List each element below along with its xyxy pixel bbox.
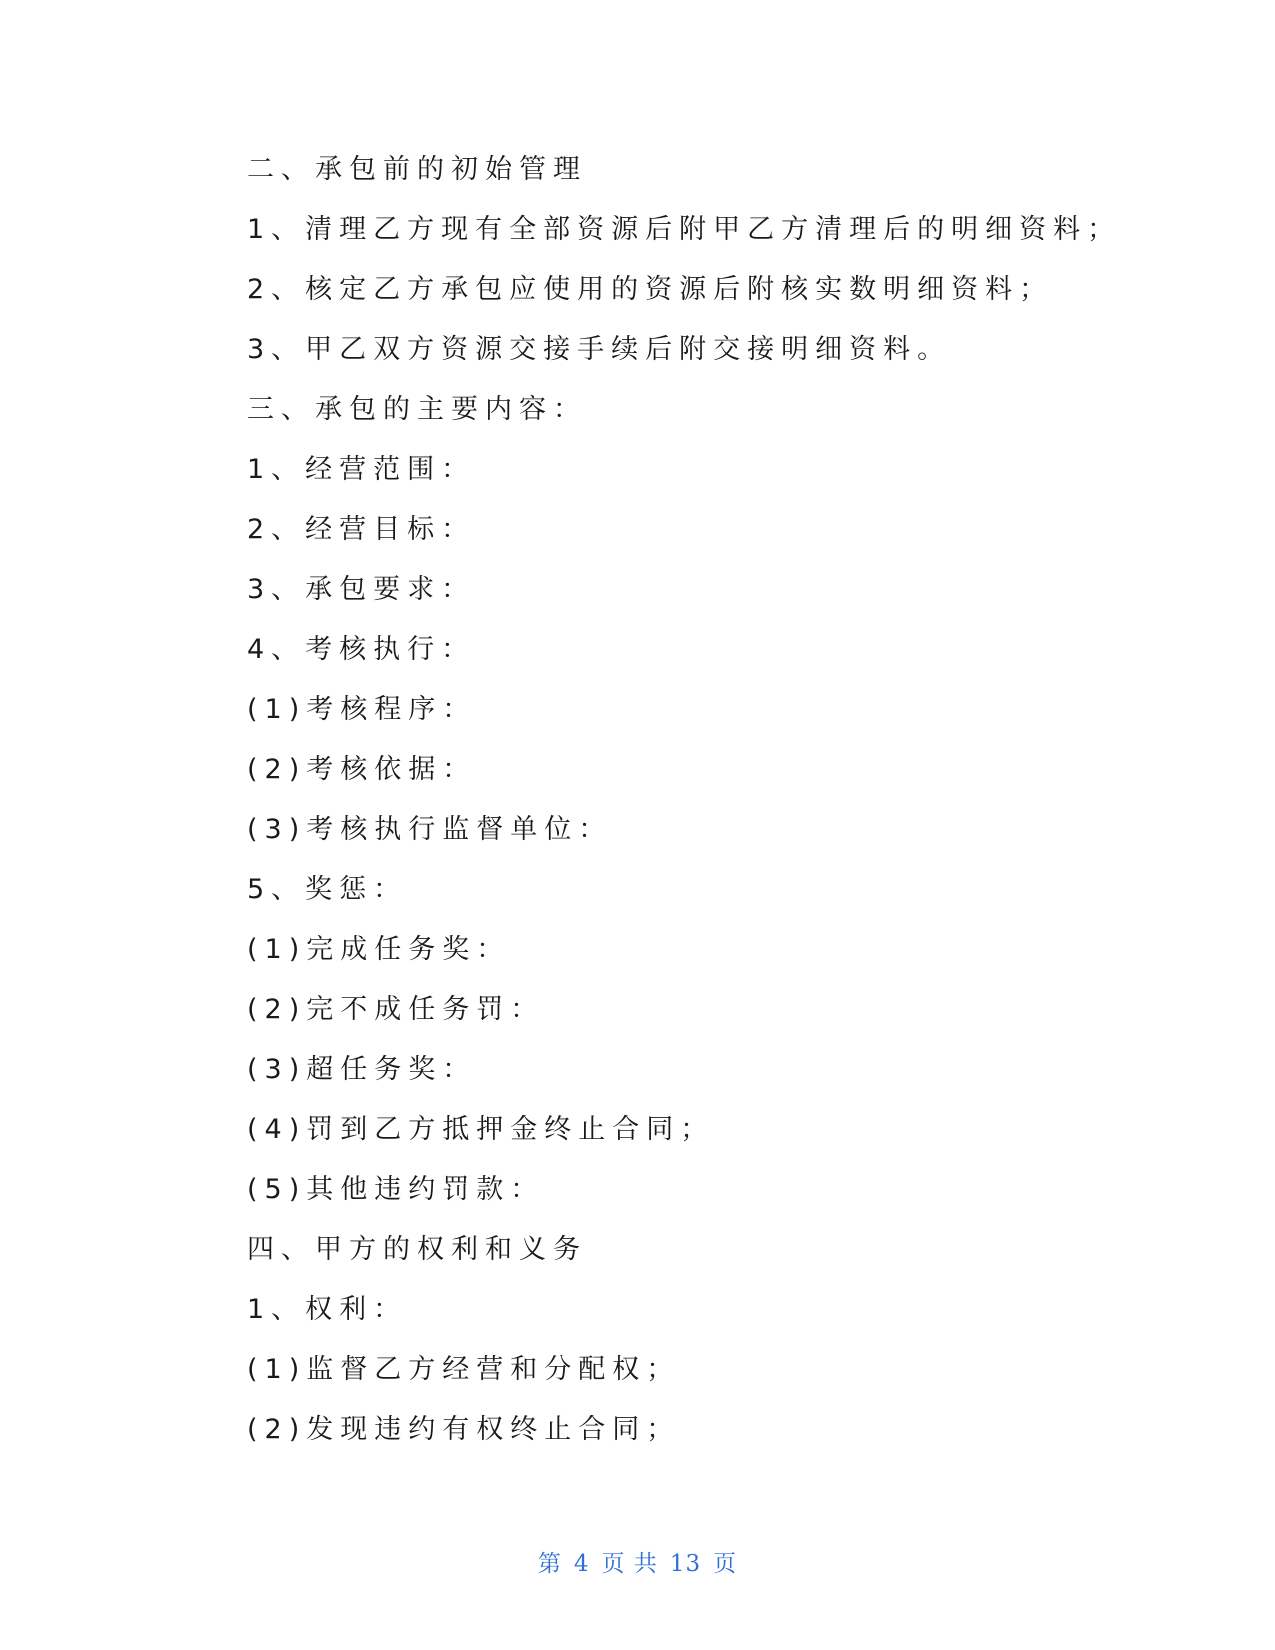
list-item: 5、奖惩： [247,874,408,905]
section-heading: 二、承包前的初始管理 [247,154,587,185]
sub-item: (1)考核程序： [247,694,477,725]
sub-item: (2)完不成任务罚： [247,994,545,1025]
sub-item: (2)考核依据： [247,754,477,785]
page-footer [0,1545,1275,1578]
section-heading: 三、承包的主要内容： [247,394,587,425]
document-body [247,140,1122,1460]
sub-item: (5)其他违约罚款： [247,1174,545,1205]
sub-item: (1)完成任务奖： [247,934,511,965]
list-item: 3、甲乙双方资源交接手续后附交接明细资料。 [247,334,952,365]
sub-item: (3)超任务奖： [247,1054,477,1085]
section-heading: 四、甲方的权利和义务 [247,1234,587,1265]
list-item: 1、清理乙方现有全部资源后附甲乙方清理后的明细资料； [247,214,1122,245]
list-item: 4、考核执行： [247,634,476,665]
page-label-prefix: 第 [537,1551,562,1577]
page-label-mid: 页 共 [601,1551,658,1577]
list-item: 2、核定乙方承包应使用的资源后附核实数明细资料； [247,274,1054,305]
list-item: 2、经营目标： [247,514,476,545]
sub-item: (2)发现违约有权终止合同； [247,1414,681,1445]
list-item: 3、承包要求： [247,574,476,605]
sub-item: (1)监督乙方经营和分配权； [247,1354,681,1385]
list-item: 1、经营范围： [247,454,476,485]
list-item: 1、权利： [247,1294,408,1325]
sub-item: (3)考核执行监督单位： [247,814,613,845]
sub-item: (4)罚到乙方抵押金终止合同； [247,1114,715,1145]
page-label-suffix: 页 [713,1551,738,1577]
current-page-number: 4 [573,1551,590,1577]
total-pages-number: 13 [669,1551,702,1577]
